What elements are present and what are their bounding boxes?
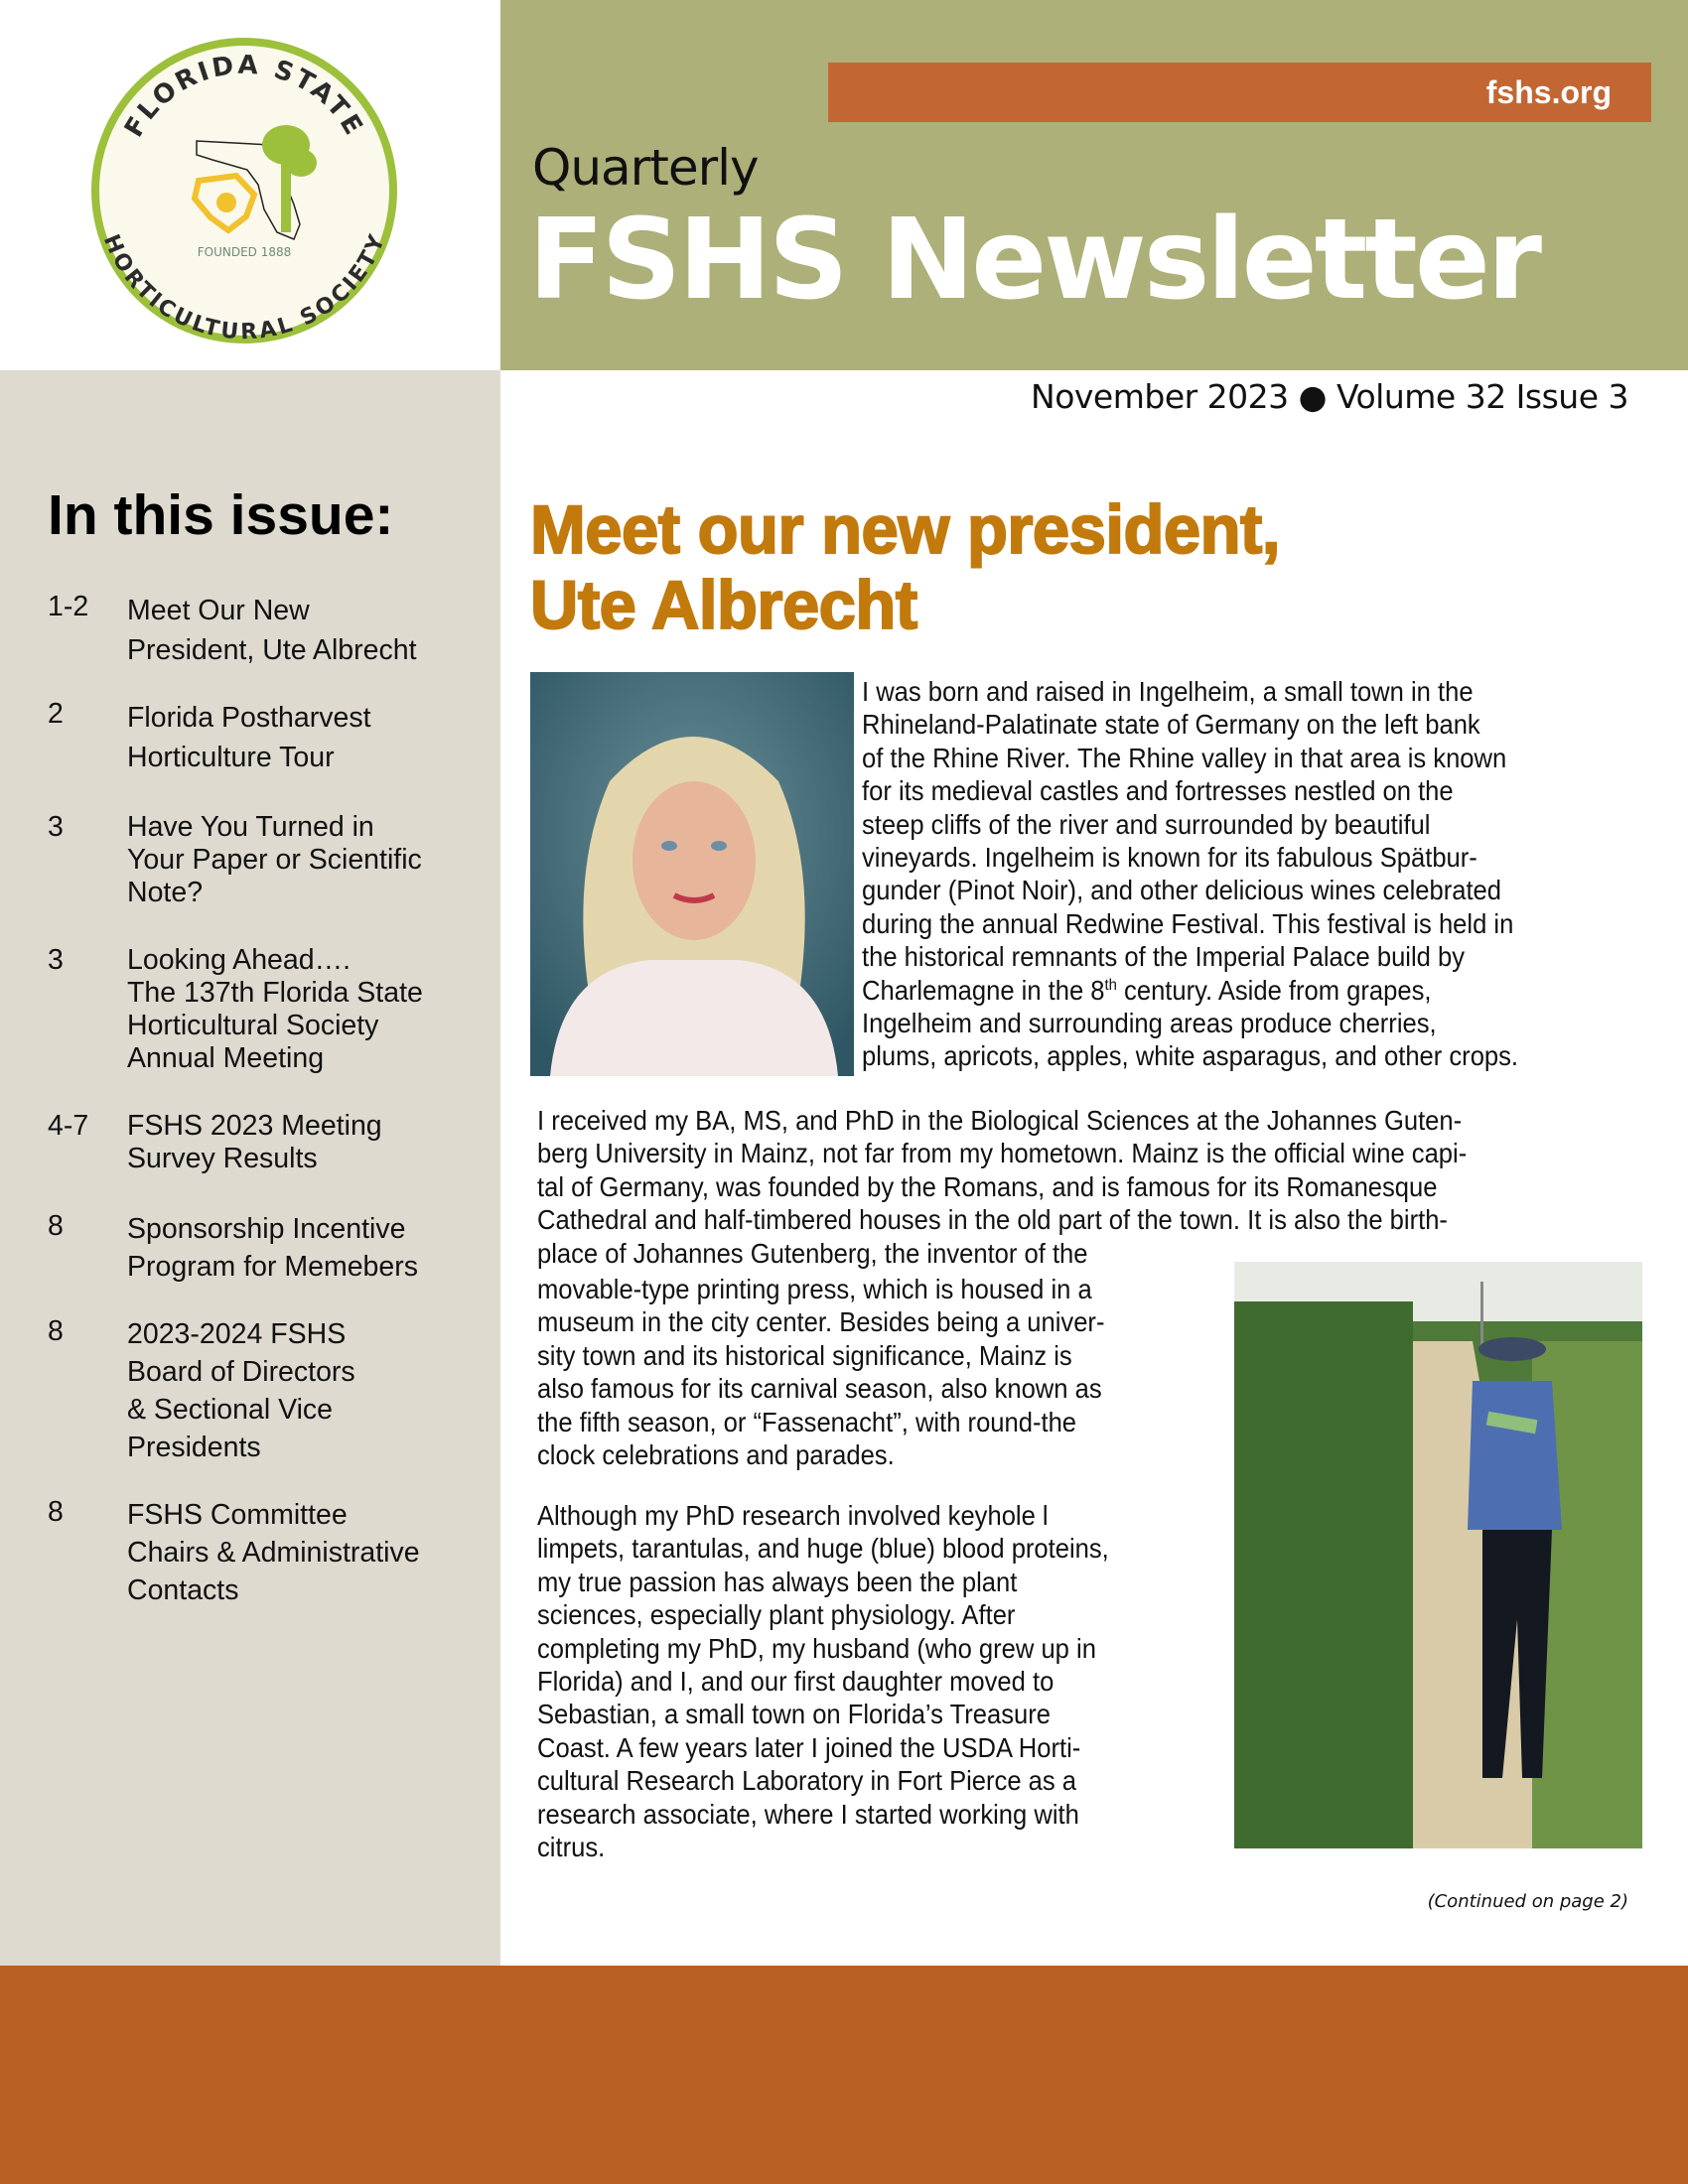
sidebar-table-of-contents (0, 370, 500, 1966)
bullet-separator: ● (1298, 377, 1327, 416)
toc-item[interactable] (48, 1210, 485, 1286)
masthead (500, 0, 1688, 370)
fshs-logo-seal (87, 34, 401, 347)
toc-page-number: 2 (48, 698, 64, 730)
toc-page-number: 1-2 (48, 591, 89, 622)
issue-date: November 2023 (1031, 377, 1289, 416)
toc-page-number: 8 (48, 1210, 64, 1242)
toc-page-number: 4-7 (48, 1110, 89, 1142)
volume-issue: Volume 32 Issue 3 (1336, 377, 1628, 416)
toc-page-number: 8 (48, 1315, 64, 1347)
toc-item-title: Sponsorship Incentive Program for Memebers (127, 1213, 419, 1283)
toc-item[interactable] (48, 944, 485, 1075)
toc-title: In this issue: (48, 483, 394, 547)
logo-top-text: FLORIDA STATE (118, 50, 370, 143)
toc-item[interactable] (48, 811, 485, 909)
toc-item-title: Florida Postharvest Horticulture Tour (127, 702, 371, 773)
article-paragraph-2-cont: movable-type printing press, which is housed in a museum in the city center. Besides being a univer- sity town and its historical significance, Mainz is also famous for its carnival season, also known as the fifth season, or “Fassenacht”, with round-the clock celebrations and parades. (537, 1274, 1105, 1471)
website-link[interactable]: fshs.org (1485, 74, 1612, 110)
issue-info (1031, 377, 1628, 417)
toc-item[interactable] (48, 1496, 485, 1609)
paragraph-1-text-cont: century. Aside from grapes, Ingelheim and surrounding areas produce cherries, plums, apricots, apples, white asparagus, and other crops. (862, 974, 1519, 1072)
headline-line-1: Meet our new president, (530, 491, 1280, 568)
article-paragraph-2: I received my BA, MS, and PhD in the Biological Sciences at the Johannes Guten- berg University in Mainz, not far from my hometown. Mainz is the official wine capi- tal of Germany, was founded by the Romans, and is famous for its Romanesque Cathedral and half-timbered houses in the old part of the town. It is also the birth- place of Johannes Gutenberg, the inventor of the (537, 1105, 1468, 1269)
url-bar (828, 63, 1651, 122)
ordinal-superscript: th (1104, 976, 1117, 994)
toc-item-title: FSHS 2023 Meeting Survey Results (127, 1110, 382, 1174)
continued-note[interactable]: (Continued on page 2) (1427, 1891, 1628, 1912)
toc-item-title: 2023-2024 FSHS Board of Directors & Sectional Vice Presidents (127, 1318, 355, 1463)
toc-page-number: 8 (48, 1496, 64, 1528)
toc-item[interactable] (48, 1315, 485, 1466)
toc-page-number: 3 (48, 811, 64, 843)
article-paragraph-3: Although my PhD research involved keyhole l limpets, tarantulas, and huge (blue) blood proteins, my true passion has always been the plant sciences, especially plant physiology. After completing my PhD, my husband (who grew up in Florida) and I, and our first daughter moved to Sebastian, a small town on Florida’s Treasure Coast. A few years later I joined the USDA Horti- cultural Research Laboratory in Fort Pierce as a research associate, where I started working with citrus. (537, 1500, 1109, 1863)
paragraph-1-text: I was born and raised in Ingelheim, a small town in the Rhineland-Palatinate state of Germany on the left bank of the Rhine River. The Rhine valley in that area is known for its medieval castles and fortresses nestled on the steep cliffs of the river and surrounded by beautiful vineyards. Ingelheim is known for its fabulous Spätbur- gunder (Pinot Noir), and other delicious wines celebrated during the annual Redwine Festival. This festival is held in the historical remnants of the Imperial Palace build by Charlemagne in the 8 (862, 676, 1514, 1006)
masthead-kicker: Quarterly (532, 139, 759, 197)
logo-area (0, 0, 500, 370)
toc-item-title: Have You Turned in Your Paper or Scientific Note? (127, 811, 422, 908)
logo-bottom-text: HORTICULTURAL SOCIETY (97, 230, 391, 345)
toc-page-number: 3 (48, 944, 64, 976)
headline-line-2: Ute Albrecht (530, 567, 917, 643)
portrait-photo (530, 672, 854, 1076)
citrus-grove-photo (1234, 1262, 1642, 1848)
toc-list (48, 591, 485, 1609)
newsletter-title: FSHS Newsletter (528, 196, 1540, 325)
toc-item-title: Looking Ahead…. The 137th Florida State Horticultural Society Annual Meeting (127, 944, 423, 1074)
footer-band (0, 1966, 1688, 2184)
toc-item[interactable] (48, 591, 485, 670)
toc-item-title: FSHS Committee Chairs & Administrative Contacts (127, 1499, 420, 1606)
article-paragraph-1 (862, 675, 1601, 1073)
logo-founded-text: FOUNDED 1888 (197, 245, 292, 259)
toc-item-title: Meet Our New President, Ute Albrecht (127, 595, 417, 666)
toc-item[interactable] (48, 1110, 485, 1175)
toc-item[interactable] (48, 698, 485, 777)
article-headline (530, 492, 1280, 643)
